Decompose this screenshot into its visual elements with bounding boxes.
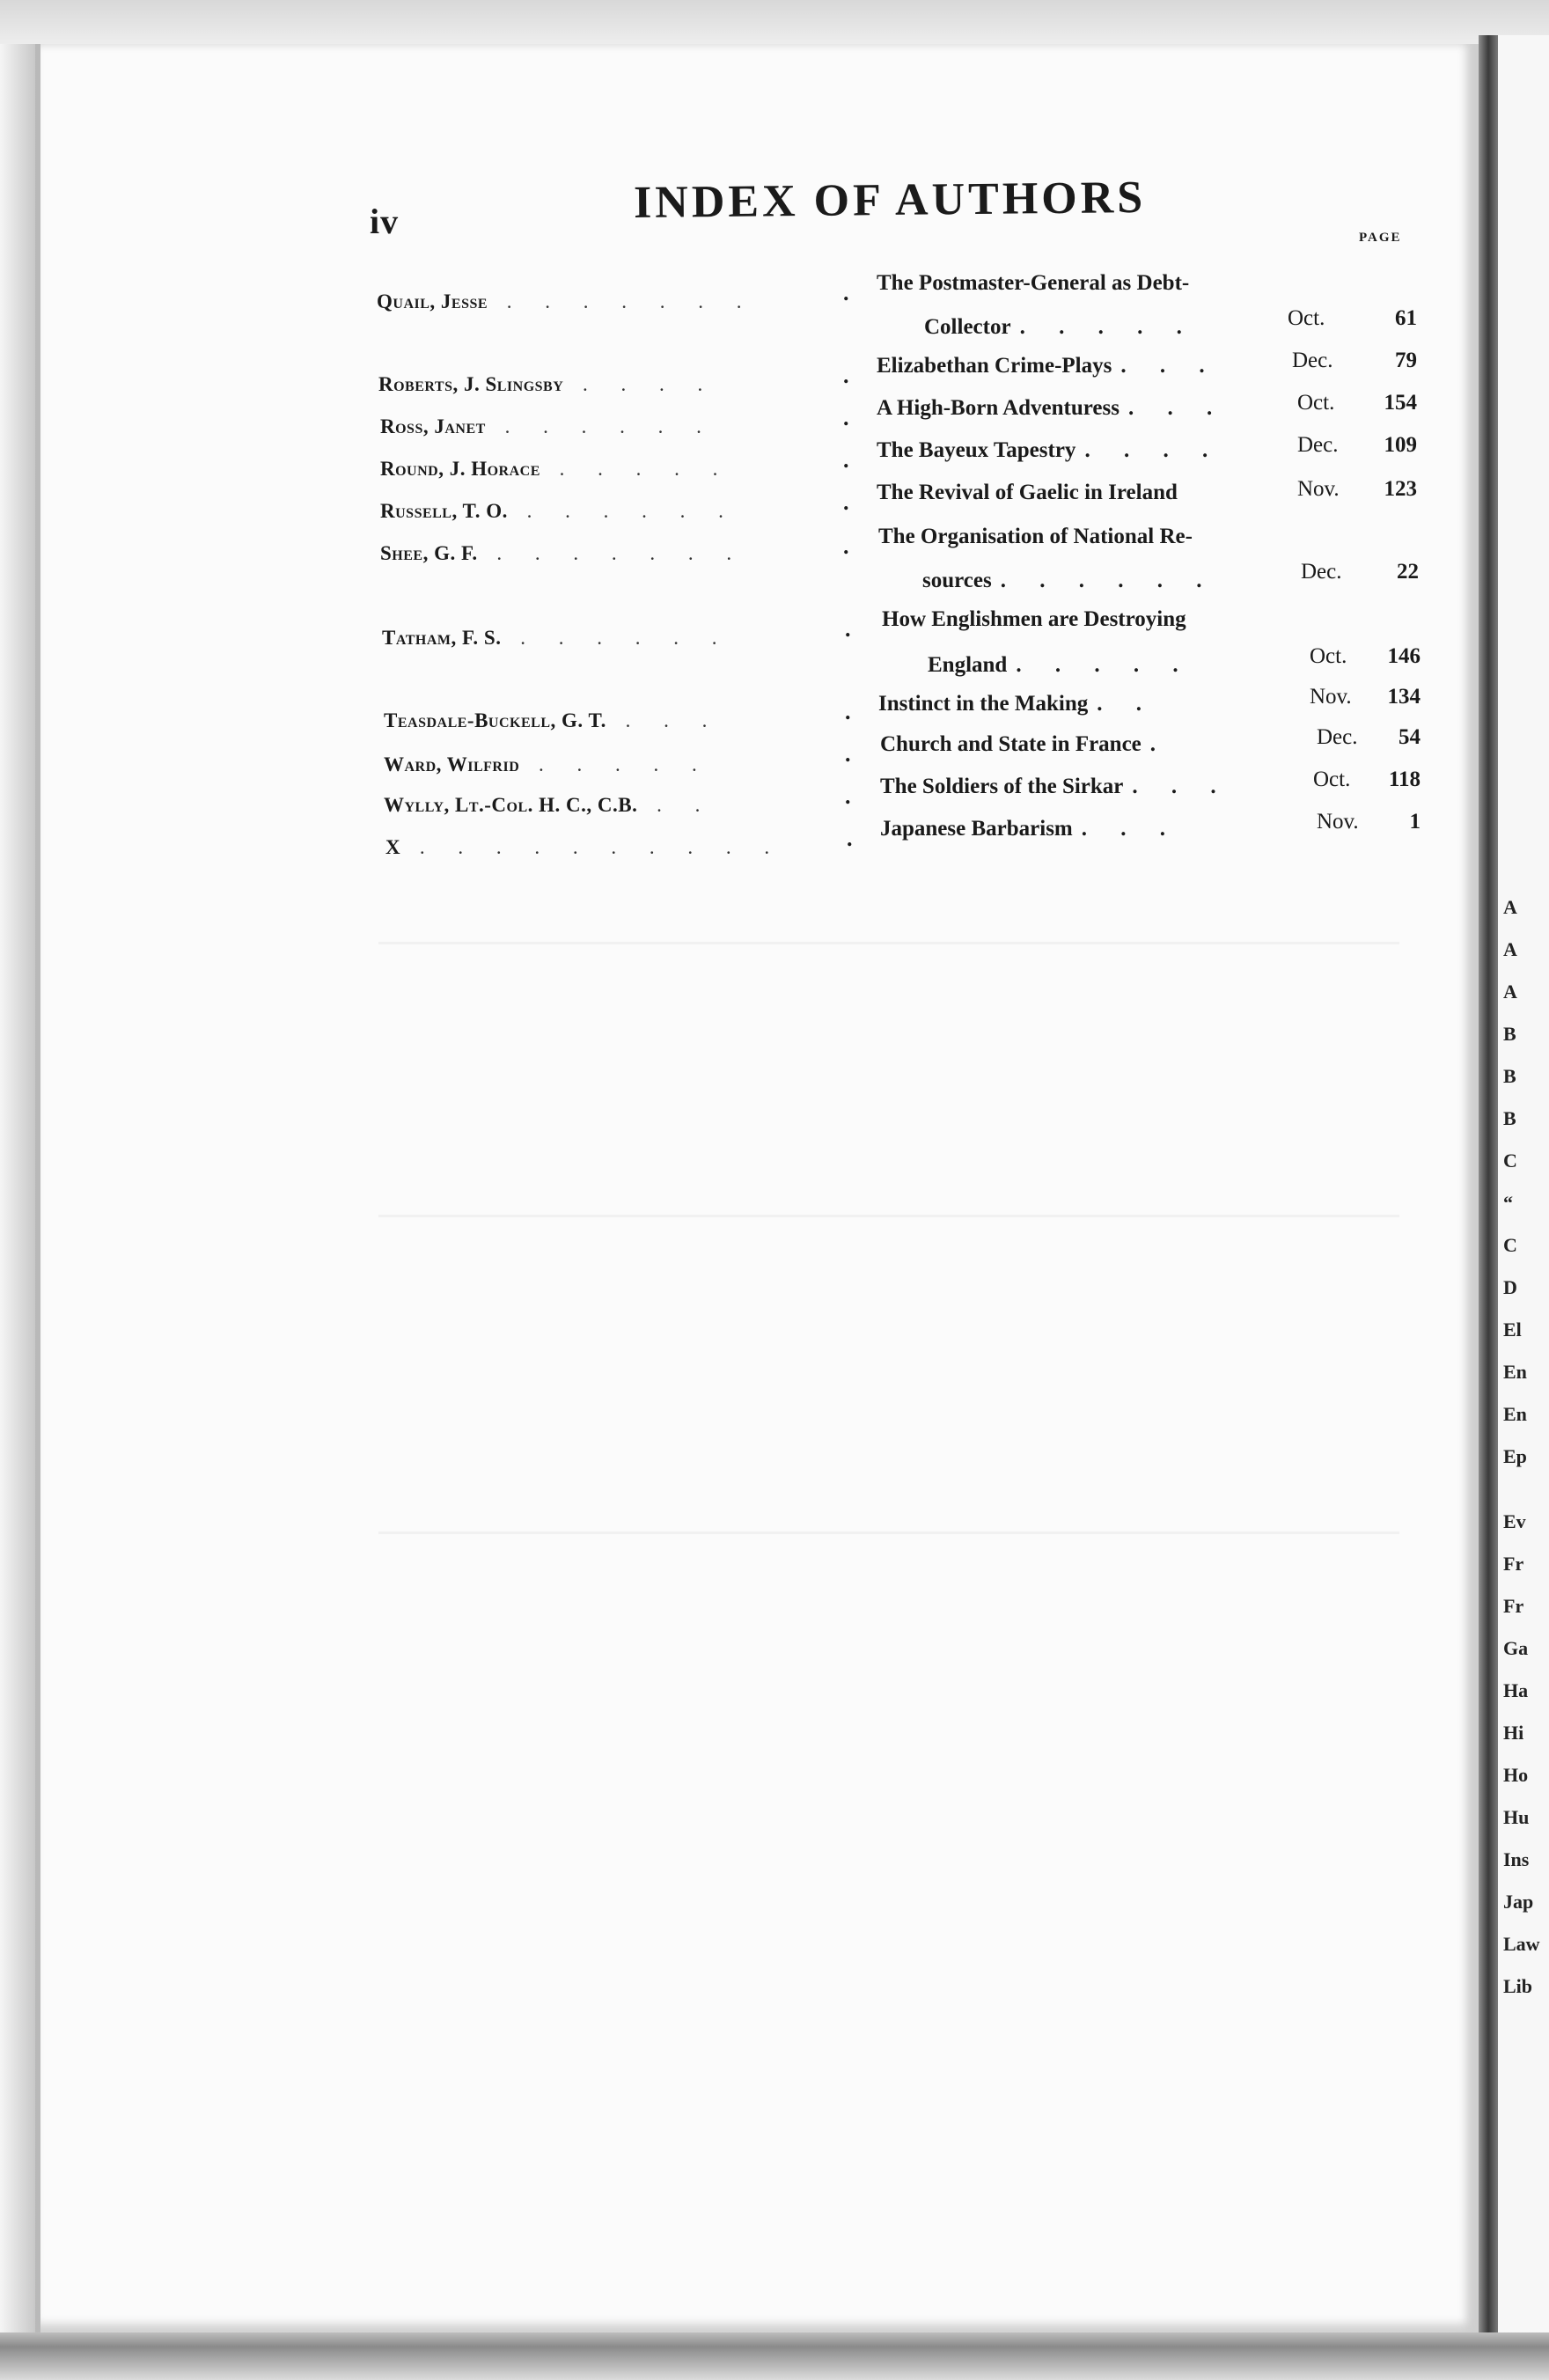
page-number: 54 — [1399, 725, 1421, 749]
leader-dot: . — [845, 783, 851, 809]
article-title-continued: sources . . . . . . — [922, 569, 1216, 592]
scan-border-top — [0, 0, 1549, 44]
article-title: The Revival of Gaelic in Ireland — [877, 481, 1178, 504]
scan-left-edge — [0, 44, 35, 2332]
page-number: 61 — [1395, 306, 1417, 330]
article-title: The Soldiers of the Sirkar . . . — [880, 775, 1230, 798]
facing-page-fragment: Fr — [1503, 1595, 1524, 1617]
facing-page-edge — [1498, 35, 1549, 2341]
author-name: Russell, T. O. . . . . . . — [380, 500, 738, 522]
author-name: Ross, Janet . . . . . . — [380, 415, 716, 437]
page-number: 79 — [1395, 349, 1417, 372]
facing-page-fragment: A — [1503, 938, 1517, 960]
page-number: 1 — [1409, 810, 1421, 834]
page-number: 123 — [1384, 477, 1417, 501]
facing-page-fragment: A — [1503, 896, 1517, 918]
facing-page-fragment: Ha — [1503, 1679, 1529, 1701]
author-name: Round, J. Horace . . . . . — [380, 458, 732, 480]
page-number: 22 — [1397, 560, 1419, 584]
author-name: Wylly, Lt.-Col. H. C., C.B. . . — [384, 794, 715, 816]
facing-page-fragment: En — [1503, 1361, 1527, 1383]
facing-page-fragment: El — [1503, 1319, 1522, 1341]
leader-dot: . — [847, 826, 853, 851]
article-title-continued: Collector . . . . . — [924, 315, 1196, 339]
leader-dot: . — [845, 616, 851, 642]
issue-month: Dec. — [1297, 433, 1339, 457]
page-number: 134 — [1387, 685, 1421, 709]
article-title: Elizabethan Crime-Plays . . . — [877, 354, 1219, 378]
article-title: Japanese Barbarism . . . — [880, 817, 1179, 841]
facing-page-fragment: Hu — [1503, 1806, 1530, 1828]
facing-page-fragment: Lib — [1503, 1975, 1533, 1997]
author-name: Teasdale-Buckell, G. T. . . . — [384, 709, 722, 731]
article-title: The Bayeux Tapestry . . . . — [877, 438, 1222, 462]
article-title: Instinct in the Making . . — [878, 692, 1156, 716]
leader-dot: . — [845, 741, 851, 767]
facing-page-fragment: Law — [1503, 1933, 1540, 1955]
facing-page-fragment: C — [1503, 1234, 1517, 1256]
article-title: Church and State in France . — [880, 732, 1171, 756]
leader-dot: . — [843, 405, 849, 430]
page-number: 154 — [1384, 391, 1417, 415]
facing-page-fragment: En — [1503, 1403, 1527, 1425]
facing-page-fragment: A — [1503, 981, 1517, 1003]
facing-page-fragment: Ga — [1503, 1637, 1529, 1659]
leader-dot: . — [845, 699, 851, 724]
show-through-line — [378, 942, 1399, 944]
page-number: 146 — [1387, 644, 1421, 668]
issue-month: Oct. — [1288, 306, 1325, 330]
show-through-line — [378, 1215, 1399, 1217]
issue-month: Nov. — [1310, 685, 1352, 709]
article-title: The Organisation of National Re- — [878, 525, 1193, 548]
issue-month: Oct. — [1310, 644, 1347, 668]
leader-dot: . — [843, 447, 849, 473]
article-title: The Postmaster-General as Debt- — [877, 271, 1190, 295]
scan-border-bottom — [0, 2332, 1549, 2380]
facing-page-fragment: Ep — [1503, 1445, 1527, 1467]
author-name: Roberts, J. Slingsby . . . . — [378, 373, 717, 395]
article-title: How Englishmen are Destroying — [882, 607, 1186, 631]
issue-month: Oct. — [1313, 768, 1351, 791]
author-name: X . . . . . . . . . . — [385, 836, 784, 858]
book-page — [35, 44, 1479, 2332]
facing-page-fragment: Ins — [1503, 1848, 1530, 1870]
leader-dot: . — [843, 533, 849, 559]
page-number: 109 — [1384, 433, 1417, 457]
book-gutter — [1479, 35, 1498, 2341]
page-title: INDEX OF AUTHORS — [633, 172, 1147, 229]
author-name: Ward, Wilfrid . . . . . — [384, 753, 711, 775]
leader-dot: . — [843, 280, 849, 305]
issue-month: Nov. — [1317, 810, 1359, 834]
page-number: 118 — [1388, 768, 1421, 791]
show-through-line — [378, 1532, 1399, 1534]
leader-dot: . — [843, 489, 849, 515]
facing-page-fragment: C — [1503, 1150, 1517, 1172]
page-column-head: PAGE — [1359, 231, 1402, 245]
leader-dot: . — [843, 363, 849, 388]
issue-month: Dec. — [1292, 349, 1333, 372]
facing-page-fragment: B — [1503, 1023, 1516, 1045]
issue-month: Nov. — [1297, 477, 1340, 501]
article-title: A High-Born Adventuress . . . — [877, 396, 1227, 420]
facing-page-fragment: D — [1503, 1276, 1517, 1298]
facing-page-fragment: B — [1503, 1107, 1516, 1129]
facing-page-fragment: Ho — [1503, 1764, 1529, 1786]
facing-page-fragment: Hi — [1503, 1722, 1524, 1744]
author-name: Shee, G. F. . . . . . . . — [380, 542, 746, 564]
facing-page-fragment: “ — [1503, 1192, 1513, 1214]
facing-page-fragment: Jap — [1503, 1891, 1534, 1913]
author-name: Quail, Jesse . . . . . . . — [377, 290, 756, 312]
author-name: Tatham, F. S. . . . . . . — [382, 627, 731, 649]
article-title-continued: England . . . . . — [928, 653, 1193, 677]
issue-month: Oct. — [1297, 391, 1335, 415]
issue-month: Dec. — [1317, 725, 1358, 749]
facing-page-fragment: Ev — [1503, 1510, 1526, 1532]
facing-page-fragment: Fr — [1503, 1553, 1524, 1575]
issue-month: Dec. — [1301, 560, 1342, 584]
page-folio: iv — [370, 202, 400, 241]
facing-page-fragment: B — [1503, 1065, 1516, 1087]
